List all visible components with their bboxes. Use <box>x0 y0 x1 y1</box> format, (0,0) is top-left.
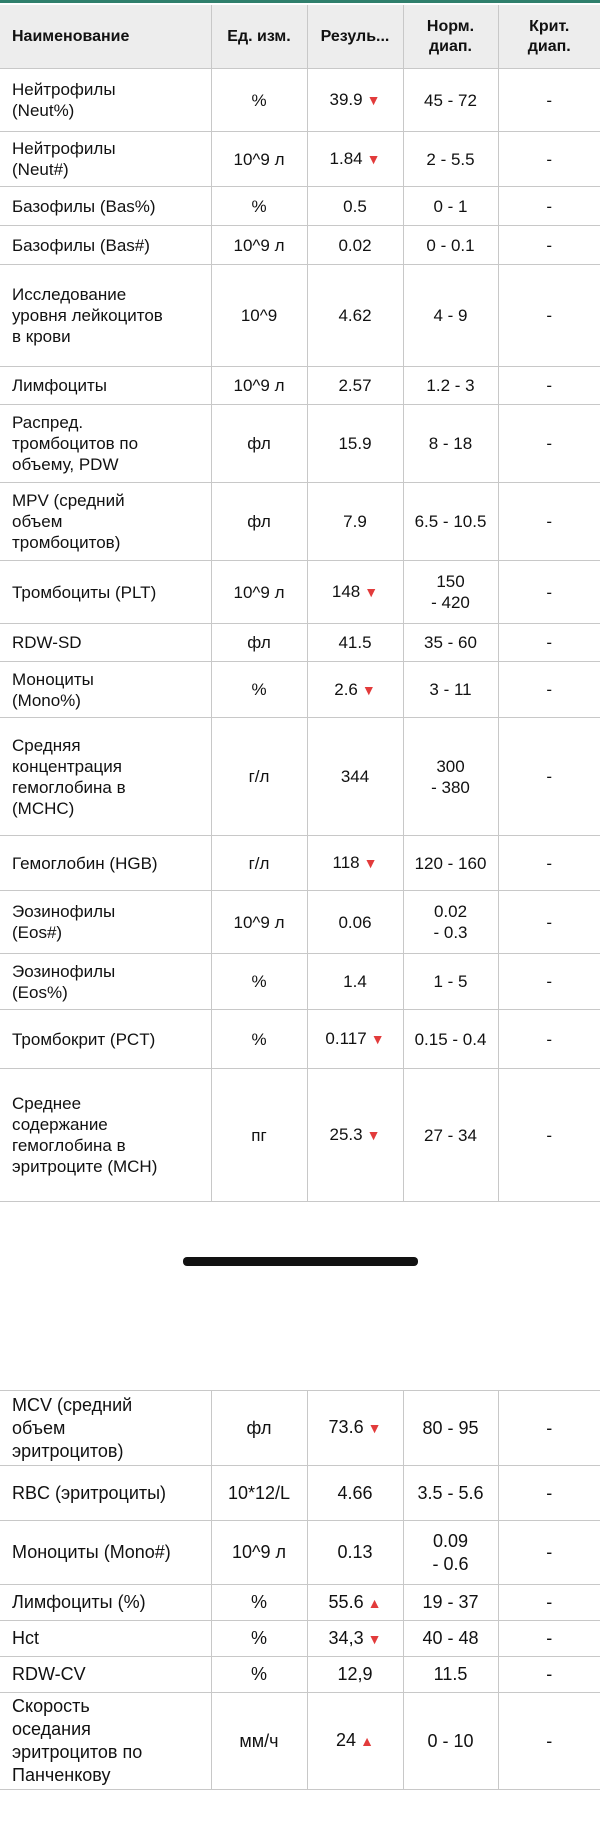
cell-unit: 10^9 л <box>211 226 307 265</box>
cell-crit: - <box>498 561 600 624</box>
arrow-down-icon: ▼ <box>367 1630 382 1647</box>
table-row <box>0 483 600 561</box>
cell-name-line: объему, PDW <box>12 455 119 474</box>
cell-unit: % <box>211 954 307 1010</box>
arrow-down-icon: ▼ <box>361 681 376 698</box>
page-gap <box>0 1285 600 1395</box>
cell-name-line: Моноциты <box>12 669 94 689</box>
cell-unit: 10^9 л <box>211 132 307 187</box>
cell-unit: мм/ч <box>211 1693 307 1790</box>
cell-unit: % <box>211 69 307 132</box>
cell-crit: - <box>498 1693 600 1790</box>
cell-norm-line: 0 - 1 <box>433 196 468 216</box>
cell-result <box>307 718 403 836</box>
cell-unit: % <box>211 187 307 226</box>
cell-norm-line: 2 - 5.5 <box>426 149 475 169</box>
cell-name <box>0 1585 211 1621</box>
cell-norm-line: 0 - 0.1 <box>426 235 475 255</box>
cell-result <box>307 1069 403 1202</box>
cell-unit: г/л <box>211 836 307 891</box>
cell-name <box>0 1466 211 1521</box>
cell-name-line: Базофилы (Bas%) <box>12 196 156 216</box>
cell-name-line: Моноциты (Mono#) <box>12 1542 171 1562</box>
cell-name <box>0 1621 211 1657</box>
cell-norm <box>403 1391 498 1466</box>
table-row <box>0 1391 600 1466</box>
cell-norm <box>403 624 498 662</box>
cell-norm <box>403 836 498 891</box>
cell-name-line: Исследование <box>12 285 127 304</box>
cell-name-line: Панченкову <box>12 1765 111 1785</box>
table-row <box>0 1521 600 1585</box>
table-row <box>0 718 600 836</box>
cell-name <box>0 561 211 624</box>
header-norm-line1: Норм. <box>426 17 475 35</box>
result-value: 148 <box>331 582 361 601</box>
cell-crit: - <box>498 1391 600 1466</box>
cell-norm-line: 0.15 - 0.4 <box>414 1029 487 1049</box>
cell-crit: - <box>498 891 600 954</box>
cell-name-line: MPV (средний <box>12 491 125 510</box>
cell-unit: фл <box>211 405 307 483</box>
arrow-up-icon: ▲ <box>360 1733 374 1749</box>
cell-name-line: Эозинофилы <box>12 902 116 921</box>
cell-norm <box>403 265 498 367</box>
arrow-down-icon: ▼ <box>370 1031 385 1047</box>
cell-name-line: Эозинофилы <box>12 961 116 981</box>
cell-name-line: тромбоцитов по <box>12 434 139 453</box>
cell-name <box>0 265 211 367</box>
cell-norm <box>403 367 498 405</box>
cell-name-line: Скорость <box>12 1696 90 1716</box>
result-value: 55.6 <box>328 1591 364 1612</box>
cell-result <box>307 1391 403 1466</box>
cell-crit: - <box>498 1010 600 1069</box>
cell-name <box>0 1657 211 1693</box>
result-value: 2.6 <box>334 679 358 699</box>
cell-crit: - <box>498 405 600 483</box>
cell-norm-line: 0.09 <box>432 1530 469 1551</box>
arrow-down-icon: ▼ <box>366 151 381 167</box>
result-value: 1.84 <box>329 149 363 168</box>
cell-result <box>307 836 403 891</box>
cell-norm <box>403 1521 498 1585</box>
table-row <box>0 405 600 483</box>
arrow-down-icon: ▼ <box>366 1127 381 1143</box>
table-row <box>0 836 600 891</box>
table-row <box>0 891 600 954</box>
cell-crit: - <box>498 132 600 187</box>
cell-norm-line: - 0.3 <box>433 923 468 942</box>
table-row <box>0 1069 600 1202</box>
cell-result <box>307 1521 403 1585</box>
cell-norm-line: 27 - 34 <box>424 1125 477 1145</box>
cell-norm <box>403 69 498 132</box>
cell-name-line: Нейтрофилы <box>12 80 116 99</box>
cell-crit: - <box>498 187 600 226</box>
header-crit <box>498 5 600 69</box>
cell-name <box>0 954 211 1010</box>
cell-crit: - <box>498 662 600 718</box>
cell-crit: - <box>498 624 600 662</box>
cell-norm-line: 45 - 72 <box>424 90 477 110</box>
cell-unit: фл <box>211 483 307 561</box>
cell-norm-line: 11.5 <box>433 1664 468 1684</box>
cell-norm-line: 120 - 160 <box>414 853 487 873</box>
cell-name-line: тромбоцитов) <box>12 533 121 552</box>
cell-norm-line: 1.2 - 3 <box>426 376 475 395</box>
result-value: 25.3 <box>329 1125 363 1144</box>
cell-name-line: эритроцитов по <box>12 1742 143 1762</box>
result-value: 34,3 <box>328 1627 364 1648</box>
arrow-down-icon: ▼ <box>367 1420 382 1436</box>
cell-result <box>307 367 403 405</box>
result-value: 1.4 <box>343 972 367 991</box>
cell-norm-line: 3 - 11 <box>429 680 472 699</box>
cell-unit: фл <box>211 624 307 662</box>
cell-norm <box>403 891 498 954</box>
result-value: 41.5 <box>338 633 372 652</box>
cell-norm <box>403 226 498 265</box>
cell-name <box>0 624 211 662</box>
result-value: 344 <box>340 767 370 786</box>
cell-norm-line: 3.5 - 5.6 <box>417 1482 484 1503</box>
cell-name-line: концентрация <box>12 756 122 776</box>
table-row <box>0 1585 600 1621</box>
cell-name-line: объем <box>12 1417 66 1438</box>
table-row <box>0 367 600 405</box>
result-value: 4.62 <box>338 306 372 325</box>
result-value: 0.06 <box>338 912 372 932</box>
cell-crit: - <box>498 1585 600 1621</box>
cell-result <box>307 1657 403 1693</box>
cell-name <box>0 405 211 483</box>
cell-norm <box>403 1621 498 1657</box>
cell-norm <box>403 1010 498 1069</box>
table-row <box>0 561 600 624</box>
header-unit: Ед. изм. <box>211 5 307 69</box>
cell-norm <box>403 662 498 718</box>
cell-name-line: MCV (средний <box>12 1394 133 1415</box>
cell-result <box>307 1585 403 1621</box>
cell-crit: - <box>498 954 600 1010</box>
cell-norm <box>403 405 498 483</box>
cell-unit: 10^9 <box>211 265 307 367</box>
cell-name-line: объем <box>12 512 63 531</box>
cell-name <box>0 891 211 954</box>
arrow-down-icon: ▼ <box>366 92 381 108</box>
cell-norm-line: 1 - 5 <box>433 972 468 991</box>
cell-result <box>307 132 403 187</box>
cell-name-line: Hct <box>12 1628 39 1648</box>
cell-crit: - <box>498 367 600 405</box>
cell-norm-line: 300 <box>436 756 465 776</box>
cell-unit: г/л <box>211 718 307 836</box>
table-row <box>0 1010 600 1069</box>
header-norm-line2: диап. <box>429 37 472 55</box>
cell-result <box>307 1621 403 1657</box>
table-row <box>0 1466 600 1521</box>
cell-name-line: Нейтрофилы <box>12 139 116 158</box>
cell-result <box>307 954 403 1010</box>
header-result: Резуль... <box>307 5 403 69</box>
header-crit-line1: Крит. <box>529 17 570 35</box>
cell-result <box>307 561 403 624</box>
cell-name <box>0 718 211 836</box>
cell-unit: % <box>211 1585 307 1621</box>
table-row <box>0 187 600 226</box>
cell-norm-line: - 0.6 <box>432 1553 469 1574</box>
cell-crit: - <box>498 226 600 265</box>
arrow-up-icon: ▲ <box>367 1594 382 1611</box>
cell-result <box>307 69 403 132</box>
table-row <box>0 1657 600 1693</box>
cell-norm-line: 35 - 60 <box>424 633 477 652</box>
cell-norm-line: 150 <box>436 572 465 591</box>
cell-name-line: уровня лейкоцитов <box>12 306 163 325</box>
result-value: 24 <box>336 1730 357 1750</box>
cell-unit: % <box>211 1621 307 1657</box>
header-name: Наименование <box>0 5 211 69</box>
table-row <box>0 132 600 187</box>
header-crit-line2: диап. <box>527 37 571 55</box>
redaction-bar <box>183 1257 418 1266</box>
cell-norm <box>403 132 498 187</box>
cell-norm-line: 8 - 18 <box>428 434 473 453</box>
cell-crit: - <box>498 1621 600 1657</box>
table-header-row <box>0 5 600 69</box>
table-row <box>0 1693 600 1790</box>
cell-name-line: в крови <box>12 327 71 346</box>
cell-crit: - <box>498 1466 600 1521</box>
results-body-continued <box>0 1391 600 1790</box>
cell-result <box>307 265 403 367</box>
result-value: 12,9 <box>337 1664 373 1684</box>
result-value: 4.66 <box>337 1482 373 1503</box>
cell-unit: пг <box>211 1069 307 1202</box>
cell-name <box>0 187 211 226</box>
cell-norm-line: 0 - 10 <box>427 1730 474 1751</box>
cell-result <box>307 662 403 718</box>
cell-name-line: гемоглобина в <box>12 1136 126 1155</box>
cell-norm <box>403 561 498 624</box>
result-value: 0.117 <box>325 1029 367 1048</box>
cell-name <box>0 367 211 405</box>
cell-norm <box>403 483 498 561</box>
top-accent-bar <box>0 0 600 3</box>
cell-name-line: Гемоглобин (HGB) <box>12 853 158 873</box>
cell-name-line: (Eos%) <box>12 982 68 1002</box>
cell-norm-line: 4 - 9 <box>433 306 468 325</box>
cell-norm <box>403 1466 498 1521</box>
cell-name <box>0 483 211 561</box>
cell-name <box>0 1069 211 1202</box>
result-value: 2.57 <box>338 376 372 395</box>
cell-result <box>307 1693 403 1790</box>
cell-crit: - <box>498 483 600 561</box>
result-value: 39.9 <box>329 90 363 109</box>
cell-norm <box>403 718 498 836</box>
cell-unit: 10^9 л <box>211 891 307 954</box>
cell-name <box>0 836 211 891</box>
cell-norm <box>403 1693 498 1790</box>
cell-crit: - <box>498 1069 600 1202</box>
result-value: 15.9 <box>338 434 372 453</box>
header-norm <box>403 5 498 69</box>
cell-name <box>0 662 211 718</box>
cell-name <box>0 1693 211 1790</box>
cell-name-line: Лимфоциты (%) <box>12 1592 146 1612</box>
cell-norm-line: 0.02 <box>433 902 468 921</box>
cell-result <box>307 1010 403 1069</box>
cell-norm-line: - 380 <box>431 777 470 797</box>
results-body <box>0 69 600 1202</box>
cell-unit: 10*12/L <box>211 1466 307 1521</box>
cell-crit: - <box>498 1521 600 1585</box>
cell-name-line: Тромбокрит (PCT) <box>12 1029 156 1049</box>
cell-unit: % <box>211 662 307 718</box>
cell-name <box>0 1010 211 1069</box>
cell-norm <box>403 954 498 1010</box>
cell-name-line: эритроците (MCH) <box>12 1157 158 1176</box>
cell-result <box>307 1466 403 1521</box>
cell-name-line: оседания <box>12 1719 91 1739</box>
cell-unit: 10^9 л <box>211 1521 307 1585</box>
cell-norm-line: 40 - 48 <box>422 1628 479 1648</box>
cell-result <box>307 187 403 226</box>
cell-unit: фл <box>211 1391 307 1466</box>
cell-name-line: RDW-CV <box>12 1664 86 1684</box>
lab-results-table <box>0 5 600 1202</box>
result-value: 0.02 <box>338 235 372 255</box>
cell-unit: % <box>211 1657 307 1693</box>
cell-norm <box>403 187 498 226</box>
cell-name <box>0 132 211 187</box>
cell-name-line: (Mono%) <box>12 690 81 710</box>
cell-norm <box>403 1069 498 1202</box>
table-row <box>0 1621 600 1657</box>
result-value: 118 <box>332 853 360 872</box>
cell-result <box>307 891 403 954</box>
table-row <box>0 662 600 718</box>
cell-name-line: Средняя <box>12 735 81 755</box>
cell-name-line: гемоглобина в <box>12 777 126 797</box>
cell-crit: - <box>498 718 600 836</box>
cell-name <box>0 1521 211 1585</box>
cell-norm-line: 19 - 37 <box>422 1592 479 1612</box>
cell-norm-line: 6.5 - 10.5 <box>414 512 487 531</box>
cell-name <box>0 226 211 265</box>
cell-name <box>0 1391 211 1466</box>
cell-crit: - <box>498 69 600 132</box>
cell-name-line: (Eos#) <box>12 923 63 942</box>
cell-name-line: RDW-SD <box>12 633 82 652</box>
cell-name-line: (Neut#) <box>12 160 69 179</box>
cell-crit: - <box>498 265 600 367</box>
table-row <box>0 69 600 132</box>
cell-crit: - <box>498 836 600 891</box>
cell-norm <box>403 1585 498 1621</box>
cell-result <box>307 226 403 265</box>
cell-name-line: Среднее <box>12 1094 82 1113</box>
lab-results-table-continued <box>0 1390 600 1790</box>
result-value: 73.6 <box>328 1417 364 1437</box>
cell-name-line: содержание <box>12 1115 108 1134</box>
cell-unit: % <box>211 1010 307 1069</box>
cell-name-line: RBC (эритроциты) <box>12 1482 167 1503</box>
cell-result <box>307 624 403 662</box>
cell-norm <box>403 1657 498 1693</box>
result-value: 7.9 <box>343 512 367 531</box>
arrow-down-icon: ▼ <box>363 855 378 871</box>
result-value: 0.5 <box>343 196 367 216</box>
table-row <box>0 954 600 1010</box>
arrow-down-icon: ▼ <box>364 584 379 600</box>
cell-result <box>307 483 403 561</box>
cell-norm-line: - 420 <box>431 593 470 612</box>
cell-name-line: эритроцитов) <box>12 1440 124 1461</box>
cell-unit: 10^9 л <box>211 561 307 624</box>
cell-name-line: (Neut%) <box>12 101 75 120</box>
table-row <box>0 624 600 662</box>
cell-name-line: Базофилы (Bas#) <box>12 235 150 255</box>
cell-name-line: (MCHC) <box>12 798 75 818</box>
cell-name-line: Распред. <box>12 413 84 432</box>
table-row <box>0 226 600 265</box>
cell-result <box>307 405 403 483</box>
cell-name <box>0 69 211 132</box>
table-row <box>0 265 600 367</box>
cell-crit: - <box>498 1657 600 1693</box>
cell-unit: 10^9 л <box>211 367 307 405</box>
cell-name-line: Тромбоциты (PLT) <box>12 582 157 602</box>
result-value: 0.13 <box>337 1542 373 1562</box>
cell-name-line: Лимфоциты <box>12 376 108 395</box>
cell-norm-line: 80 - 95 <box>422 1417 479 1438</box>
